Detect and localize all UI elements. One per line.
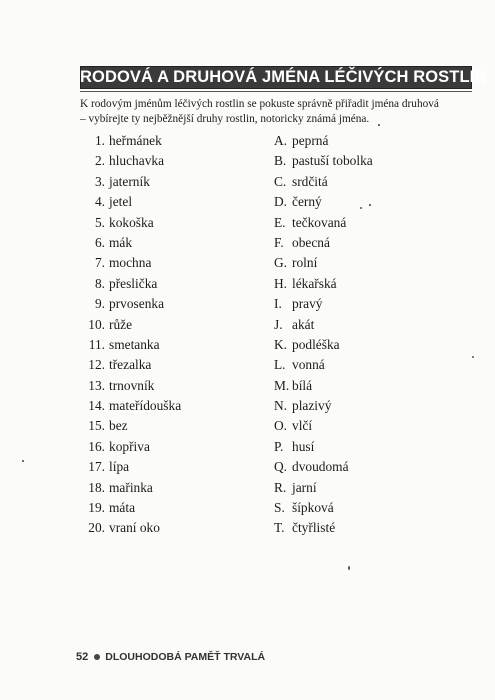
genus-number: 20.	[88, 520, 105, 536]
species-name: černý	[292, 194, 322, 210]
genus-item	[80, 274, 250, 294]
species-item	[274, 498, 464, 518]
species-name: vlčí	[292, 418, 313, 434]
instructions-line-1: K rodovým jménům léčivých rostlin se pokuste správně přiřadit jména druhová	[80, 98, 439, 110]
species-letter: R.	[274, 479, 287, 495]
genus-number: 17.	[88, 459, 105, 475]
genus-number: 15.	[88, 418, 105, 434]
species-letter: S.	[274, 500, 285, 516]
species-letter: L.	[274, 357, 286, 373]
species-letter: K.	[274, 336, 288, 352]
genus-number: 6.	[94, 234, 105, 250]
genus-number: 9.	[94, 296, 105, 312]
species-letter: T.	[274, 520, 285, 536]
species-item	[274, 457, 464, 477]
species-item	[274, 396, 464, 416]
species-letter: C.	[274, 173, 287, 189]
genus-name: mochna	[109, 255, 152, 271]
genus-item	[80, 416, 250, 436]
species-letter: B.	[274, 153, 287, 169]
species-item	[274, 253, 464, 273]
species-item	[274, 151, 464, 171]
species-name: pravý	[292, 296, 323, 312]
scan-speck	[369, 204, 371, 206]
genus-name: hluchavka	[109, 153, 165, 169]
genus-name: smetanka	[109, 336, 160, 352]
genus-number: 10.	[88, 316, 105, 332]
genus-number: 5.	[94, 214, 105, 230]
species-name: peprná	[292, 133, 329, 148]
species-item	[274, 131, 464, 151]
species-name: obecná	[292, 234, 330, 250]
genus-number: 1.	[94, 133, 105, 148]
genus-number: 16.	[88, 438, 105, 454]
genus-name: prvosenka	[109, 296, 165, 312]
genus-item	[80, 315, 250, 335]
genus-name: růže	[109, 316, 133, 332]
genus-item	[80, 355, 250, 375]
genus-name: kokoška	[109, 214, 154, 230]
scan-speck	[472, 356, 474, 358]
species-name: husí	[292, 438, 315, 454]
instructions	[80, 97, 475, 127]
genus-item	[80, 192, 250, 212]
genus-item	[80, 396, 250, 416]
species-item	[274, 376, 464, 396]
species-name: dvoudomá	[292, 459, 349, 475]
genus-name: vraní oko	[109, 520, 160, 536]
genus-number: 18.	[88, 479, 105, 495]
genus-item	[80, 253, 250, 273]
species-item	[274, 213, 464, 233]
genus-number: 3.	[94, 173, 105, 189]
species-name: akát	[292, 316, 315, 332]
species-name: pastuší tobolka	[292, 153, 373, 169]
genus-number: 8.	[94, 275, 105, 291]
genus-number: 2.	[94, 153, 105, 169]
species-letter: D.	[274, 194, 288, 210]
species-letter: N.	[274, 398, 288, 414]
species-letter: E.	[274, 214, 286, 230]
section-title: RODOVÁ A DRUHOVÁ JMÉNA LÉČIVÝCH ROSTLIN	[80, 68, 487, 86]
genus-item	[80, 518, 250, 538]
genus-name: jaterník	[109, 173, 150, 189]
species-item	[274, 315, 464, 335]
genus-number: 7.	[94, 255, 105, 271]
species-letter: G.	[274, 255, 288, 271]
species-name: plazivý	[292, 398, 332, 414]
genus-name: heřmánek	[109, 133, 162, 148]
species-item	[274, 172, 464, 192]
genus-item	[80, 131, 250, 151]
scan-speck	[378, 124, 380, 126]
species-letter: H.	[274, 275, 288, 291]
bullet-icon	[94, 654, 100, 660]
species-item	[274, 274, 464, 294]
genus-item	[80, 457, 250, 477]
species-name: tečkovaná	[292, 214, 347, 230]
genus-number: 12.	[88, 357, 105, 373]
genus-item	[80, 437, 250, 457]
genus-item	[80, 478, 250, 498]
species-letter: M.	[274, 377, 290, 393]
genus-item	[80, 335, 250, 355]
species-name: lékařská	[292, 275, 337, 291]
footer-section-title: DLOUHODOBÁ PAMĚŤ TRVALÁ	[105, 651, 266, 663]
genus-name: trnovník	[109, 377, 155, 393]
species-name: bílá	[292, 377, 313, 393]
species-list	[274, 131, 464, 539]
species-letter: Q.	[274, 459, 288, 475]
genus-number: 4.	[94, 194, 105, 210]
genus-item	[80, 294, 250, 314]
genus-name: mateřídouška	[109, 398, 182, 414]
genus-name: přeslička	[109, 275, 158, 291]
scan-speck	[360, 207, 362, 209]
genus-number: 19.	[88, 500, 105, 516]
genus-item	[80, 172, 250, 192]
species-letter: F.	[274, 234, 284, 250]
genus-name: kopřiva	[109, 438, 150, 454]
genus-name: bez	[109, 418, 128, 434]
genus-item	[80, 213, 250, 233]
genus-item	[80, 151, 250, 171]
species-name: rolní	[292, 255, 318, 271]
species-letter: O.	[274, 418, 288, 434]
genus-name: máta	[109, 500, 136, 516]
species-item	[274, 355, 464, 375]
species-name: srdčitá	[292, 173, 328, 189]
species-item	[274, 192, 464, 212]
species-name: podléška	[292, 336, 340, 352]
genus-number: 13.	[88, 377, 105, 393]
species-name: šípková	[292, 500, 334, 516]
genus-name: mák	[109, 234, 133, 250]
genus-name: jetel	[109, 194, 133, 210]
page-number: 52	[76, 651, 89, 663]
species-letter: J.	[274, 316, 283, 332]
species-name: jarní	[292, 479, 317, 495]
species-item	[274, 294, 464, 314]
genus-name: mařinka	[109, 479, 153, 495]
genus-list	[80, 131, 250, 539]
species-item	[274, 437, 464, 457]
genus-name: lípa	[109, 459, 130, 475]
genus-number: 11.	[88, 336, 105, 352]
species-letter: P.	[274, 438, 284, 454]
species-item	[274, 335, 464, 355]
genus-item	[80, 498, 250, 518]
species-item	[274, 416, 464, 436]
section-title-bar	[80, 66, 487, 89]
species-item	[274, 233, 464, 253]
scan-speck	[22, 460, 24, 462]
species-letter: I.	[274, 296, 282, 312]
species-item	[274, 518, 464, 538]
instructions-line-2: – vybírejte ty nejběžnější druhy rostlin, notoricky známá jména.	[80, 113, 370, 125]
species-item	[274, 478, 464, 498]
genus-name: třezalka	[109, 357, 152, 373]
species-name: čtyřlisté	[292, 520, 336, 536]
scan-speck	[348, 566, 350, 570]
genus-number: 14.	[88, 398, 105, 414]
genus-item	[80, 233, 250, 253]
species-name: vonná	[292, 357, 325, 373]
genus-item	[80, 376, 250, 396]
species-letter: A.	[274, 133, 288, 148]
page-footer	[76, 651, 265, 663]
